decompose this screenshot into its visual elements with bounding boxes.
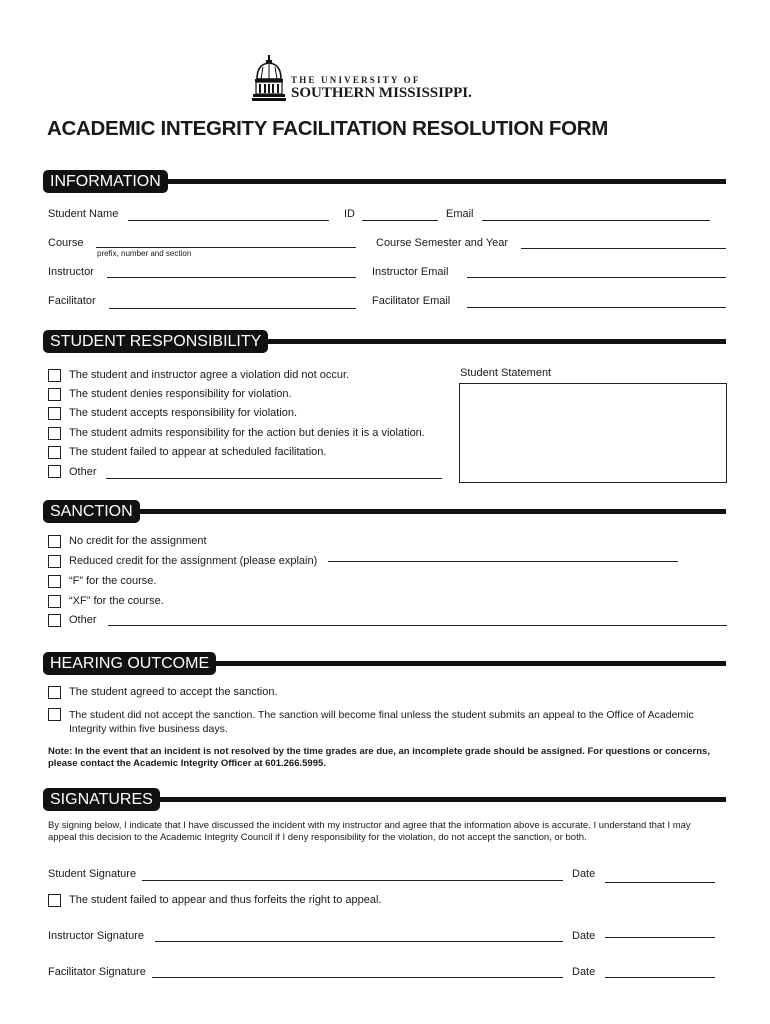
responsibility-checkbox[interactable] [48,446,61,459]
hearing-note: Note: In the event that an incident is not resolved by the time grades are due, an incomplete grade should be assigned. For questions or concerns, please contact the Academic Integrity Officer at 601.266.5995. [48,746,710,769]
section-sanction-heading: SANCTION [43,500,140,523]
sanction-checkbox[interactable] [48,555,61,568]
id-field[interactable] [362,220,438,221]
dome-icon [252,55,286,103]
sanction-checkbox[interactable] [48,614,61,627]
responsibility-other-field[interactable] [106,478,442,479]
responsibility-option-other: Other [69,466,97,478]
student-name-label: Student Name [48,208,119,220]
facilitator-label: Facilitator [48,295,96,307]
student-date-label: Date [572,868,596,880]
section-rule [248,339,726,344]
sanction-option: “F” for the course. [69,575,157,587]
instructor-signature-label: Instructor Signature [48,930,144,942]
responsibility-checkbox[interactable] [48,388,61,401]
instructor-date-label: Date [572,930,596,942]
responsibility-checkbox[interactable] [48,465,61,478]
section-rule [160,179,726,184]
instructor-field[interactable] [107,277,356,278]
sanction-checkbox[interactable] [48,535,61,548]
section-rule [210,661,726,666]
responsibility-option: The student denies responsibility for violation. [69,388,292,400]
hearing-option-accept: The student agreed to accept the sanction. [69,686,278,698]
sanction-checkbox[interactable] [48,575,61,588]
hearing-checkbox[interactable] [48,708,61,721]
student-statement-label: Student Statement [460,367,552,379]
section-signatures-heading: SIGNATURES [43,788,160,811]
sanction-other-field[interactable] [108,625,727,626]
student-statement-box[interactable] [459,383,727,483]
facilitator-date-label: Date [572,966,596,978]
student-date-field[interactable] [605,882,715,883]
facilitator-date-field[interactable] [605,977,715,978]
student-signature-label: Student Signature [48,868,137,880]
sanction-option: “XF” for the course. [69,595,164,607]
responsibility-option: The student and instructor agree a violation did not occur. [69,369,350,381]
sanction-checkbox[interactable] [48,595,61,608]
facilitator-signature-label: Facilitator Signature [48,966,146,978]
section-rule [147,797,726,802]
sanction-option-other: Other [69,614,97,626]
sanction-explain-field[interactable] [328,561,678,562]
facilitator-email-label: Facilitator Email [372,295,451,307]
course-hint: prefix, number and section [97,249,192,258]
responsibility-option: The student admits responsibility for the action but denies it is a violation. [69,427,425,439]
forfeit-checkbox[interactable] [48,894,61,907]
forfeit-label: The student failed to appear and thus forfeits the right to appeal. [69,894,382,906]
section-hearing-heading: HEARING OUTCOME [43,652,216,675]
course-label: Course [48,237,84,249]
id-label: ID [344,208,355,220]
instructor-email-field[interactable] [467,277,726,278]
email-field[interactable] [482,220,710,221]
logo-line-2: SOUTHERN MISSISSIPPI. [291,85,472,101]
hearing-checkbox[interactable] [48,686,61,699]
responsibility-checkbox[interactable] [48,407,61,420]
responsibility-option: The student failed to appear at scheduled facilitation. [69,446,327,458]
course-field[interactable] [96,247,356,248]
student-name-field[interactable] [128,220,329,221]
instructor-signature-field[interactable] [155,941,563,942]
student-signature-field[interactable] [142,880,563,881]
section-information-heading: INFORMATION [43,170,168,193]
hearing-option-decline: The student did not accept the sanction. The sanction will become final unless the student submits an appeal to the Office of Academic Integrity within five business days. [69,709,694,735]
responsibility-checkbox[interactable] [48,427,61,440]
sanction-option: No credit for the assignment [69,535,207,547]
signatures-intro: By signing below, I indicate that I have discussed the incident with my instructor and agree that the information above is accurate. I understand that I may appeal this decision to the Academic Integrity Council if I deny responsibility for the violation, do not accept the sanction, or both. [48,820,691,843]
page-title: ACADEMIC INTEGRITY FACILITATION RESOLUTION FORM [47,117,609,140]
responsibility-option: The student accepts responsibility for violation. [69,407,298,419]
facilitator-email-field[interactable] [467,307,726,308]
instructor-date-field[interactable] [605,937,715,938]
sanction-option: Reduced credit for the assignment (please explain) [69,555,318,567]
instructor-label: Instructor [48,266,94,278]
course-semester-field[interactable] [521,248,726,249]
section-responsibility-heading: STUDENT RESPONSIBILITY [43,330,268,353]
instructor-email-label: Instructor Email [372,266,449,278]
section-rule [135,509,726,514]
course-semester-label: Course Semester and Year [376,237,509,249]
email-label: Email [446,208,474,220]
responsibility-checkbox[interactable] [48,369,61,382]
logo-line-1: THE UNIVERSITY OF [291,75,421,85]
facilitator-signature-field[interactable] [152,977,563,978]
facilitator-field[interactable] [109,308,356,309]
